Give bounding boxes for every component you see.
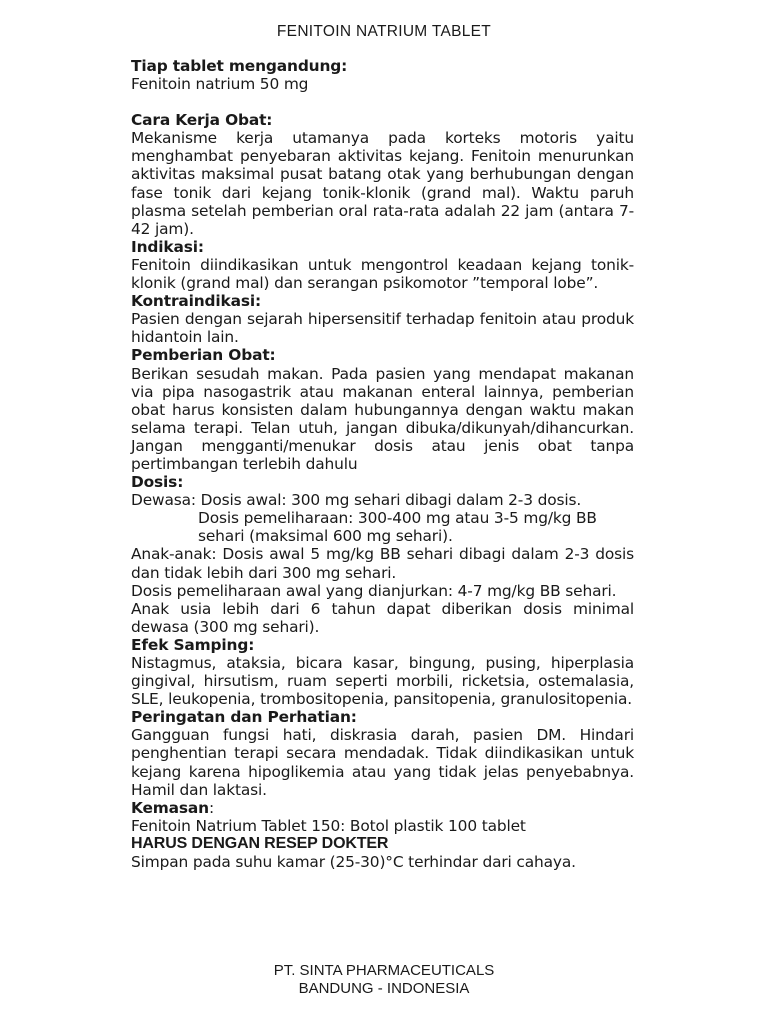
warnings-heading: Peringatan dan Perhatian: [131,708,357,727]
section-spacer [131,93,634,111]
dosage-children-maintenance: Dosis pemeliharaan awal yang dianjurkan: 4-7 mg/kg BB sehari. [131,581,617,600]
document-body [131,57,634,871]
administration-heading: Pemberian Obat: [131,346,276,365]
contraindication-heading: Kontraindikasi: [131,292,262,311]
manufacturer-location: BANDUNG - INDONESIA [298,980,470,997]
storage-text: Simpan pada suhu kamar (25-30)°C terhindar dari cahaya. [131,853,576,872]
composition-heading: Tiap tablet mengandung: [131,57,348,75]
document-title: FENITOIN NATRIUM TABLET [276,23,492,40]
administration-last-line: pertimbangan terlebih dahulu [131,454,358,473]
packaging-heading: Kemasan [131,798,209,817]
dosage-adult-initial: Dewasa: Dosis awal: 300 mg sehari dibagi dalam 2-3 dosis. [131,491,582,510]
dosage-adult-maintenance: Dosis pemeliharaan: 300-400 mg atau 3-5 mg/kg BB sehari (maksimal 600 mg sehari). [198,509,597,546]
mechanism-text: Mekanisme kerja utamanya pada korteks motoris yaitu menghambat penyebaran aktivitas kejang. Fenitoin menurunkan aktivitas maksimal pusat batang otak yang berhubungan dengan fase tonik dari kejang tonik-klonik (grand mal). Waktu paruh plasma setelah pemberian oral rata-rata adalah 22 jam (antara 7-42 jam). [131,129,634,238]
contraindication-text: Pasien dengan sejarah hipersensitif terhadap fenitoin atau produk hidantoin lain. [131,310,634,347]
prescription-notice: HARUS DENGAN RESEP DOKTER [131,834,389,852]
dosage-children: Anak-anak: Dosis awal 5 mg/kg BB sehari dibagi dalam 2-3 dosis dan tidak lebih dari 300 mg sehari. [131,545,634,582]
dosage-heading: Dosis: [131,473,184,492]
warnings-text: Gangguan fungsi hati, diskrasia darah, pasien DM. Hindari penghentian terapi secara mendadak. Tidak diindikasikan untuk kejang karena hipoglikemia atau yang tidak jelas penyebabnya. Hamil dan laktasi. [131,726,634,799]
manufacturer-footer [0,962,768,998]
composition-text: Fenitoin natrium 50 mg [131,75,309,94]
indication-heading: Indikasi: [131,237,204,256]
side-effects-heading: Efek Samping: [131,635,255,654]
packaging-text: Fenitoin Natrium Tablet 150: Botol plastik 100 tablet [131,816,526,835]
dosage-children-over6: Anak usia lebih dari 6 tahun dapat diberikan dosis minimal dewasa (300 mg sehari). [131,599,634,636]
manufacturer-name: PT. SINTA PHARMACEUTICALS [273,962,495,979]
packaging-colon: : [208,798,215,817]
side-effects-text: Nistagmus, ataksia, bicara kasar, bingung, pusing, hiperplasia gingival, hirsutism, ruam seperti morbili, ricketsia, ostemalasia, SLE, leukopenia, trombositopenia, pansitopenia, granulositopenia. [131,654,634,709]
indication-text: Fenitoin diindikasikan untuk mengontrol keadaan kejang tonik-klonik (grand mal) dan serangan psikomotor ”temporal lobe”. [131,255,634,293]
administration-text: Berikan sesudah makan. Pada pasien yang mendapat makanan via pipa nasogastrik atau makanan enteral lainnya, pemberian obat harus konsisten dalam hubungannya dengan waktu makan selama terapi. Telan utuh, jangan dibuka/dikunyah/dihancurkan. Jangan mengganti/menukar dosis atau jenis obat tanpa [131,364,634,455]
packaging-heading-line [131,799,634,817]
mechanism-heading: Cara Kerja Obat: [131,111,273,130]
